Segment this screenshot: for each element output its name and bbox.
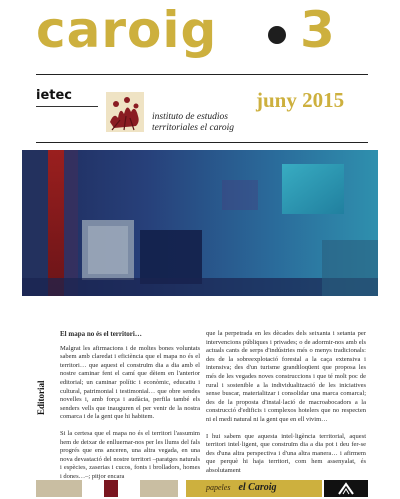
footer-label: papeles	[206, 483, 231, 492]
section-label-text: Editorial	[36, 380, 46, 415]
article-title: El mapa no és el territori…	[60, 330, 142, 338]
article-paragraph: I hui sabem que aquesta intel·ligència territorial, aquest territori intel·ligent, que construïm dia a dia pot i deu fer-se des d'una altra perspectiva i d'una altra manera… i afirmem que perquè hi haja territori, com hem assenyalat, és absolutament	[206, 432, 366, 474]
institute-logo-icon	[100, 92, 148, 134]
section-label	[36, 355, 48, 415]
masthead-dot	[268, 26, 286, 44]
footer-brand-name: el Caroig	[238, 482, 277, 493]
footer-swatch-beige-2	[140, 480, 178, 497]
masthead-title: caroig	[36, 1, 218, 59]
institute-name-line1: instituto de estudios	[152, 112, 228, 122]
institute-underline	[36, 106, 98, 107]
issue-date: juny 2015	[256, 88, 345, 112]
cover-painting	[22, 150, 378, 296]
footer-logo-icon	[324, 480, 368, 497]
header-bottom-rule	[36, 142, 368, 143]
issue-number: 3	[300, 1, 335, 59]
top-rule	[36, 74, 368, 75]
article-column-2	[206, 330, 366, 476]
footer-brand	[206, 482, 277, 493]
article-column-1	[60, 330, 200, 482]
footer-swatch-red	[104, 480, 118, 497]
article-paragraph: que la perpetrada en les dècades dels seixanta i setanta per intervencions públiques i privades; o de adormir-nos amb els actuals cants de serps d'indústries més o menys tradicionals: des de la sobreexplotació forestal a la caça extensiva i intensiva; des d'un turisme grandiloqüent que proposa les més de les vegades noves construccions i que té molt poc de rural i sostenible a la individualització de les iniciatives sense buscar, materialitzar i consolidar una marca comarcal; des de la proposta d'instal·lació de macroabocadors a la construcció d'edificis i complexos hotelers que no respecten ni el medi natural ni la gent que en ell vivim…	[206, 330, 366, 423]
institute-name-line2: territoriales el caroig	[152, 123, 234, 133]
footer-swatch-beige	[36, 480, 82, 497]
article-paragraph: Malgrat les afirmacions i de moltes bones voluntats sabem amb claredat i eficiència que el mapa no és el territori… que aquest el construïm dia a dia amb el nostre caminar fent el camí que dèiem en l'anterior editorial; un caminar polític i econòmic, educatiu i cultural, patrimonial i testimonial… que obre sendes novelles i, amb força i audàcia, perfila també els senders vells que inauguren el per venir de la nostra comarca i de la gent que hi habitem.	[60, 344, 200, 421]
institute-short-name: ietec	[36, 88, 73, 103]
article-paragraph: Si la certesa que el mapa no és el territori l'assumim hem de deixar de enlluernar-nos per les llums del fals progrés que ens anceren, una altra vegada, en una nova devastació del nostre territori –paratges naturals i espècies, zaserias i cucos, fonts i brolladors, homes i dones…–; pitjor encara	[60, 429, 200, 480]
